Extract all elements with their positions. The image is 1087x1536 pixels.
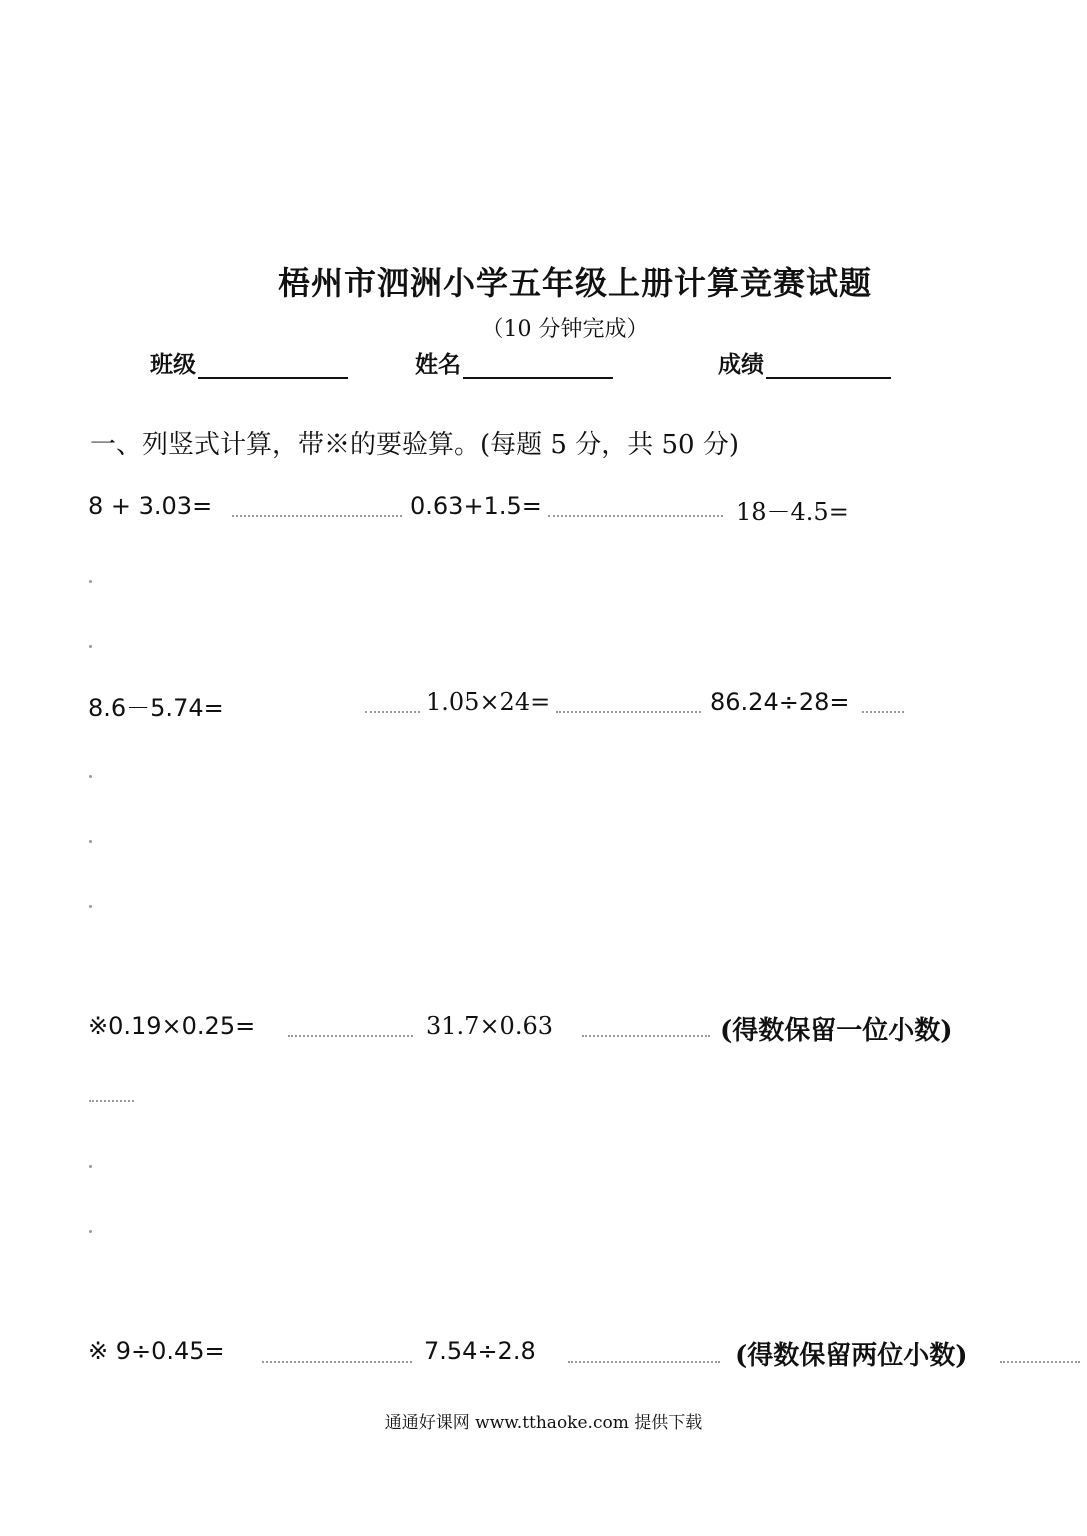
section-heading: 一、列竖式计算，带※的要验算。(每题 5 分，共 50 分) [90, 430, 739, 460]
dotted-leader [548, 515, 723, 519]
class-label: 班级 [150, 351, 196, 378]
dotted-leader [365, 711, 420, 715]
page-title: 梧州市泗洲小学五年级上册计算竞赛试题 [277, 264, 872, 302]
footer-credit: 通通好课网 www.tthaoke.com 提供下载 [384, 1413, 703, 1433]
problem-4-2: 7.54÷2.8 [424, 1337, 536, 1365]
work-space-dot [89, 645, 92, 648]
work-space-dot [89, 840, 92, 843]
dotted-leader [288, 1035, 413, 1039]
problem-2-1: 8.6－5.74= [88, 694, 224, 722]
name-label: 姓名 [415, 351, 461, 378]
name-blank[interactable] [463, 355, 613, 379]
problem-1-2: 0.63+1.5= [410, 492, 542, 520]
dotted-leader [582, 1035, 710, 1039]
work-space-dot [89, 775, 92, 778]
name-field[interactable] [415, 346, 613, 379]
dotted-leader [232, 515, 402, 519]
dotted-leader [862, 711, 904, 715]
problem-4-1: ※ 9÷0.45= [88, 1337, 225, 1365]
work-space-dot [89, 1230, 92, 1233]
class-blank[interactable] [198, 355, 348, 379]
dotted-leader [568, 1361, 720, 1365]
score-label: 成绩 [718, 351, 764, 378]
problem-3-2: 31.7×0.63 [426, 1012, 553, 1040]
dotted-leader [1000, 1361, 1080, 1365]
dotted-leader [556, 711, 701, 715]
problem-2-3: 86.24÷28= [710, 688, 850, 716]
page-subtitle: （10 分钟完成） [481, 317, 649, 342]
work-space-dot [89, 580, 92, 583]
problem-1-1: 8 + 3.03= [88, 492, 213, 520]
problem-2-2: 1.05×24= [426, 688, 551, 716]
dotted-leader [262, 1361, 412, 1365]
rounding-note-1: (得数保留一位小数) [720, 1016, 953, 1046]
score-field[interactable] [718, 346, 891, 379]
rounding-note-2: (得数保留两位小数) [735, 1341, 968, 1371]
class-field[interactable] [150, 346, 348, 379]
dotted-leader [89, 1100, 134, 1104]
problem-3-1: ※0.19×0.25= [88, 1012, 256, 1040]
problem-1-3: 18－4.5= [736, 498, 849, 526]
score-blank[interactable] [766, 355, 891, 379]
work-space-dot [89, 905, 92, 908]
work-space-dot [89, 1165, 92, 1168]
